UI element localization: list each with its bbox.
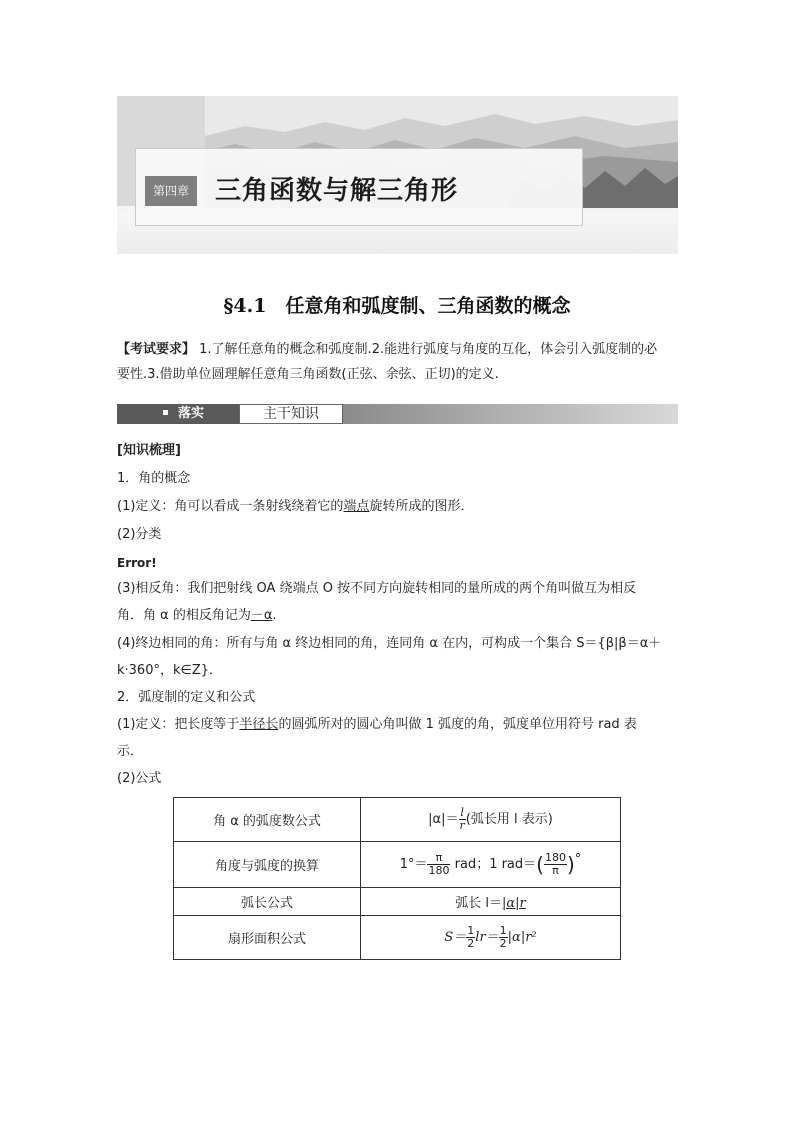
formula-table — [173, 797, 621, 960]
classify-line: (2)分类 — [117, 527, 162, 542]
formula-label: (2)公式 — [117, 771, 162, 786]
section-bar-right-label: 主干知识 — [239, 404, 343, 424]
table-cell-label: 角度与弧度的换算 — [174, 842, 361, 888]
fraction-numerator: π — [427, 852, 450, 865]
formula-text: rad；1 rad＝ — [454, 857, 537, 872]
radian-def-prefix: (1)定义：把长度等于 — [117, 717, 240, 732]
formula-text: 弧长 l＝ — [455, 896, 502, 911]
square-bullet-icon — [163, 410, 168, 415]
chapter-title: 三角函数与解三角形 — [215, 176, 459, 206]
table-cell-label: 角 α 的弧度数公式 — [174, 798, 361, 842]
formula-text: |α|＝ — [428, 812, 459, 827]
section-bar-left — [117, 404, 239, 424]
section-bar — [117, 404, 678, 424]
fraction-denominator: 180 — [428, 864, 450, 877]
table-row — [174, 842, 621, 888]
definition-line — [117, 498, 473, 516]
fraction-numerator: 180 — [544, 851, 566, 864]
formula-text: ° — [574, 852, 582, 867]
fraction — [466, 925, 475, 950]
fraction — [499, 925, 508, 950]
knowledge-label: [知识梳理] — [117, 443, 181, 458]
opposite-angle-answer: －α — [250, 608, 273, 623]
table-row — [174, 888, 621, 916]
table-cell-label: 扇形面积公式 — [174, 916, 361, 960]
heading-2: 2．弧度制的定义和公式 — [117, 690, 256, 705]
formula-note: (弧长用 l 表示) — [465, 812, 553, 827]
fraction-numerator: 1 — [467, 924, 475, 937]
exam-label: 【考试要求】 — [117, 342, 196, 357]
table-row — [174, 916, 621, 960]
table-row — [174, 798, 621, 842]
formula-text: 1°＝ — [399, 857, 428, 872]
opposite-angle-line1: (3)相反角：我们把射线 OA 绕端点 O 按不同方向旋转相同的量所成的两个角叫做互为相反 — [117, 581, 637, 596]
definition-suffix: 旋转所成的图形． — [369, 499, 474, 514]
radian-def-answer: 半径长 — [239, 717, 279, 732]
fraction-numerator: 1 — [499, 924, 507, 937]
fraction-denominator: 2 — [499, 937, 507, 950]
chapter-tag: 第四章 — [145, 176, 197, 206]
fraction — [459, 807, 466, 832]
section-bar-left-label: 落实 — [178, 406, 205, 421]
right-paren: ) — [566, 852, 575, 877]
section-title: §4.1 任意角和弧度制、三角函数的概念 — [223, 295, 571, 317]
radian-definition-line1 — [117, 716, 637, 734]
radian-definition-line2: 示． — [117, 744, 144, 759]
table-cell-formula — [361, 842, 621, 888]
table-cell-formula — [361, 916, 621, 960]
opposite-angle-line2 — [117, 607, 277, 625]
exam-text-1: 1.了解任意角的概念和弧度制.2.能进行弧度与角度的互化，体会引入弧度制的必 — [199, 342, 658, 357]
fraction — [427, 852, 450, 877]
fraction — [544, 852, 567, 877]
formula-text: lr＝ — [475, 930, 499, 945]
opposite-angle-suffix: . — [272, 608, 277, 623]
formula-answer: |α|r — [501, 896, 526, 911]
table-cell-formula — [361, 798, 621, 842]
exam-requirements-line1 — [117, 341, 657, 359]
fraction-denominator: 2 — [467, 937, 475, 950]
left-paren: ( — [536, 852, 544, 877]
formula-text: S＝ — [444, 930, 467, 945]
table-cell-formula — [361, 888, 621, 916]
terminal-side-line2: k·360°，k∈Z}． — [117, 663, 223, 678]
formula-text: |α|r² — [507, 930, 537, 945]
radian-def-suffix: 的圆弧所对的圆心角叫做 1 弧度的角，弧度单位用符号 rad 表 — [278, 717, 637, 732]
fraction-numerator: l — [460, 806, 464, 819]
opposite-angle-prefix: 角．角 α 的相反角记为 — [117, 608, 251, 623]
error-text: Error! — [117, 556, 157, 570]
fraction-denominator: r — [459, 819, 465, 832]
definition-answer: 端点 — [343, 499, 370, 514]
heading-1: 1．角的概念 — [117, 471, 191, 486]
fraction-denominator: π — [552, 864, 559, 877]
exam-requirements-line2: 要性.3.借助单位圆理解任意角三角函数(正弦、余弦、正切)的定义. — [117, 367, 499, 382]
table-cell-label: 弧长公式 — [174, 888, 361, 916]
definition-prefix: (1)定义：角可以看成一条射线绕着它的 — [117, 499, 344, 514]
terminal-side-line1: (4)终边相同的角：所有与角 α 终边相同的角，连同角 α 在内，可构成一个集合 S＝{β|β＝α＋ — [117, 636, 662, 651]
